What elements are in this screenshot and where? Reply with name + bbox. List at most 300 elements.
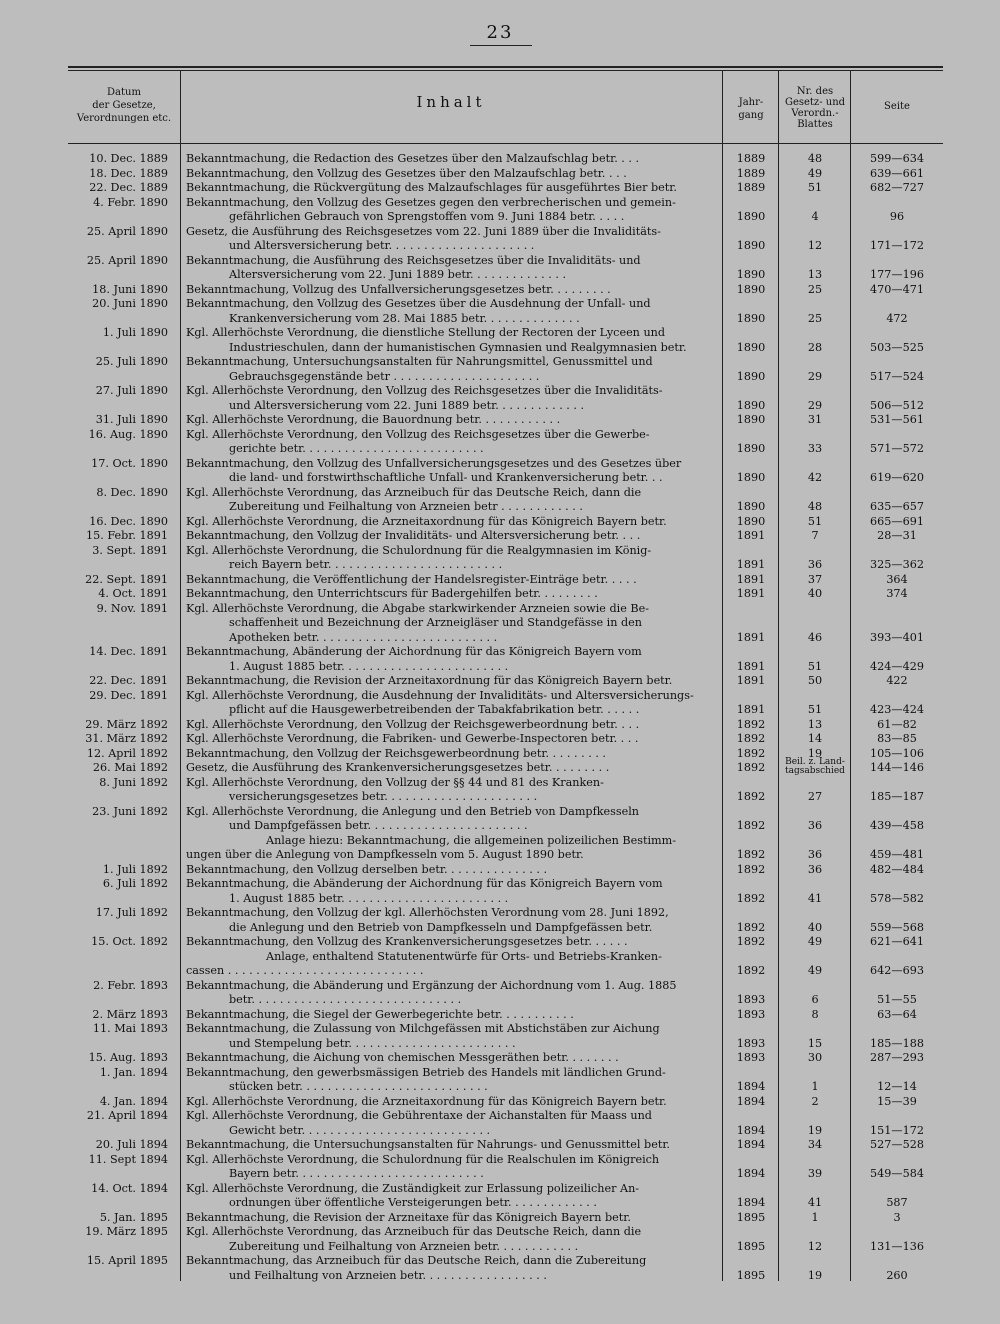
row-content — [186, 863, 716, 878]
row-content — [186, 1022, 716, 1051]
row-content-line: pflicht auf die Hausgewerbetreibenden der Tabakfabrikation betr. . . . . . — [229, 703, 640, 716]
row-content — [186, 906, 716, 935]
row-content-line: Kgl. Allerhöchste Verordnung, die Arzneitaxordnung für das Königreich Bayern betr. — [186, 514, 667, 528]
header-seite: Seite — [884, 101, 910, 112]
row-content — [186, 181, 716, 196]
row-content-line: die land- und forstwirthschaftliche Unfall- und Krankenversicherung betr. . . — [229, 471, 663, 484]
row-content — [186, 457, 716, 486]
row-blatt-nr: 13 — [807, 717, 823, 731]
row-content — [186, 413, 716, 428]
row-seite: 549—584 — [870, 1167, 924, 1180]
row-content-line: Kgl. Allerhöchste Verordnung, die Abgabe starkwirkender Arzneien sowie die Be- — [186, 601, 650, 615]
table-body — [0, 152, 1000, 1283]
row-date: 11. Sept 1894 — [88, 1152, 168, 1166]
row-content-line: Bekanntmachung, die Ausführung des Reichsgesetzes über die Invaliditäts- und — [186, 253, 641, 267]
row-content-line: Bekanntmachung, den Unterrichtscurs für Badergehilfen betr. . . . . . . . . — [186, 587, 598, 600]
row-content — [186, 1182, 716, 1211]
row-jahrgang: 1892 — [736, 848, 766, 861]
row-blatt-nr: 34 — [807, 1138, 823, 1151]
row-date: 16. Dec. 1890 — [89, 514, 168, 528]
row-jahrgang: 1891 — [736, 674, 766, 687]
row-seite: 639—661 — [870, 166, 924, 180]
table-row — [0, 573, 1000, 588]
row-content — [186, 297, 716, 326]
row-content-line: 1. August 1885 betr. . . . . . . . . . . . . . . . . . . . . . . . — [229, 891, 509, 905]
table-row — [0, 1138, 1000, 1153]
row-date: 5. Jan. 1895 — [99, 1210, 168, 1224]
row-content — [186, 529, 716, 544]
row-jahrgang: 1892 — [736, 964, 766, 977]
table-row — [0, 587, 1000, 602]
row-content-line: und Stempelung betr. . . . . . . . . . . . . . . . . . . . . . . . — [229, 1036, 516, 1050]
row-jahrgang: 1889 — [736, 181, 766, 194]
row-content-line: Kgl. Allerhöchste Verordnung, den Vollzug des Reichsgesetzes über die Gewerbe- — [186, 427, 650, 441]
row-seite: 144—146 — [870, 761, 924, 774]
row-content — [186, 152, 716, 167]
row-seite: 260 — [886, 1268, 908, 1282]
row-date: 10. Dec. 1889 — [89, 152, 168, 165]
row-blatt-nr: 2 — [811, 1094, 819, 1108]
row-content — [186, 283, 716, 298]
row-jahrgang: 1890 — [736, 442, 766, 455]
table-row — [0, 283, 1000, 298]
row-blatt-nr: 49 — [807, 166, 823, 180]
row-date: 31. Juli 1890 — [95, 413, 168, 426]
row-date: 31. März 1892 — [85, 732, 168, 745]
row-jahrgang: 1891 — [736, 659, 766, 673]
header-nr: Nr. des Gesetz- und Verordn.- Blattes — [784, 86, 846, 130]
row-content-line: Bekanntmachung, den Vollzug derselben betr. . . . . . . . . . . . . . . — [186, 862, 548, 876]
row-date: 29. März 1892 — [85, 717, 168, 731]
row-content-line: Bekanntmachung, den Vollzug der Invaliditäts- und Altersversicherung betr. . . . — [186, 529, 641, 542]
row-content — [186, 747, 716, 762]
row-seite: 642—693 — [870, 964, 924, 977]
row-content-line: betr. . . . . . . . . . . . . . . . . . . . . . . . . . . . . . — [229, 993, 462, 1006]
row-content-line: Bekanntmachung, die Aichung von chemischen Messgeräthen betr. . . . . . . . — [186, 1051, 619, 1064]
table-row — [0, 181, 1000, 196]
row-date: 9. Nov. 1891 — [96, 601, 168, 615]
row-content-line: Bekanntmachung, die Siegel der Gewerbegerichte betr. . . . . . . . . . . — [186, 1007, 574, 1021]
row-jahrgang: 1894 — [736, 1123, 766, 1137]
table-row — [0, 1182, 1000, 1211]
row-jahrgang: 1891 — [736, 572, 766, 586]
row-content-line: ungen über die Anlegung von Dampfkesseln vom 5. August 1890 betr. — [186, 848, 584, 861]
table-row — [0, 1153, 1000, 1182]
row-jahrgang: 1892 — [736, 920, 766, 934]
row-blatt-nr: 51 — [807, 181, 823, 194]
row-jahrgang: 1893 — [736, 993, 766, 1006]
table-row — [0, 254, 1000, 283]
row-content — [186, 1008, 716, 1023]
row-seite: 131—136 — [870, 1239, 924, 1253]
row-jahrgang: 1891 — [736, 558, 766, 571]
table-row — [0, 1022, 1000, 1051]
row-content-line: stücken betr. . . . . . . . . . . . . . . . . . . . . . . . . . . — [229, 1080, 488, 1093]
row-content — [186, 950, 716, 979]
row-date: 4. Jan. 1894 — [99, 1094, 168, 1108]
row-jahrgang: 1890 — [736, 239, 766, 252]
row-jahrgang: 1891 — [736, 630, 766, 644]
table-row — [0, 297, 1000, 326]
row-content-line: Bekanntmachung, die Revision der Arzneitaxe für das Königreich Bayern betr. — [186, 1210, 631, 1224]
row-content — [186, 761, 716, 776]
row-blatt-nr: 36 — [807, 848, 823, 861]
row-seite: 517—524 — [870, 369, 924, 383]
row-jahrgang: 1894 — [736, 1167, 766, 1180]
row-jahrgang: 1894 — [736, 1094, 766, 1108]
row-date: 1. Jan. 1894 — [99, 1065, 168, 1079]
row-blatt-nr: 29 — [807, 369, 823, 383]
row-jahrgang: 1895 — [736, 1239, 766, 1253]
row-content-line: Bekanntmachung, Vollzug des Unfallversicherungsgesetzes betr. . . . . . . . . — [186, 282, 611, 296]
row-seite: 506—512 — [870, 398, 924, 412]
row-blatt-nr: 40 — [807, 920, 823, 934]
row-blatt-nr: 8 — [811, 1007, 819, 1021]
row-content-line: Bekanntmachung, den Vollzug des Krankenversicherungsgesetzes betr. . . . . . — [186, 935, 628, 948]
row-content-line: ordnungen über öffentliche Versteigerungen betr. . . . . . . . . . . . . — [229, 1196, 597, 1209]
row-content — [186, 602, 716, 646]
row-content — [186, 515, 716, 530]
row-jahrgang: 1892 — [736, 819, 766, 832]
row-seite: 185—188 — [870, 1036, 924, 1050]
row-date: 14. Oct. 1894 — [91, 1181, 168, 1195]
row-content-line: Bekanntmachung, die Veröffentlichung der Handelsregister-Einträge betr. . . . . — [186, 572, 637, 586]
row-content-line: Bekanntmachung, die Untersuchungsanstalten für Nahrungs- und Genussmittel betr. — [186, 1138, 670, 1151]
row-date: 15. Aug. 1893 — [88, 1051, 168, 1064]
row-seite: 482—484 — [870, 862, 924, 876]
row-date: 4. Oct. 1891 — [98, 587, 168, 600]
row-seite: 424—429 — [870, 659, 924, 673]
row-seite: 571—572 — [870, 442, 924, 455]
row-content — [186, 935, 716, 950]
row-blatt-nr: Beil. z. Land- tagsabschied — [785, 756, 845, 776]
row-blatt-nr: 51 — [807, 703, 823, 716]
row-content-line: Bekanntmachung, die Abänderung und Ergänzung der Aichordnung vom 1. Aug. 1885 — [186, 978, 677, 992]
row-content — [186, 1254, 716, 1283]
row-content — [186, 979, 716, 1008]
row-date: 17. Juli 1892 — [95, 906, 168, 919]
row-content-line: Kgl. Allerhöchste Verordnung, die Schulordnung für die Realgymnasien im König- — [186, 543, 652, 557]
row-blatt-nr: 30 — [807, 1051, 823, 1064]
row-jahrgang: 1889 — [736, 166, 766, 180]
row-content-line: gerichte betr. . . . . . . . . . . . . . . . . . . . . . . . . . — [229, 442, 484, 455]
table-row — [0, 413, 1000, 428]
table-top-rule — [68, 66, 943, 68]
row-jahrgang: 1893 — [736, 1051, 766, 1064]
row-date: 11. Mai 1893 — [92, 1022, 168, 1035]
row-content — [186, 1138, 716, 1153]
row-content-line: und Altersversicherung betr. . . . . . . . . . . . . . . . . . . . . — [229, 239, 535, 252]
row-content — [186, 573, 716, 588]
row-jahrgang: 1891 — [736, 703, 766, 716]
table-row — [0, 428, 1000, 457]
row-date: 2. Febr. 1893 — [93, 978, 168, 992]
row-date: 20. Juli 1894 — [95, 1138, 168, 1151]
row-date: 4. Febr. 1890 — [93, 195, 168, 209]
row-jahrgang: 1889 — [736, 152, 766, 165]
row-blatt-nr: 40 — [807, 587, 823, 600]
row-date: 8. Juni 1892 — [99, 775, 168, 789]
row-seite: 422 — [886, 674, 908, 687]
table-header-rule — [68, 143, 943, 144]
row-blatt-nr: 49 — [807, 964, 823, 977]
row-jahrgang: 1892 — [736, 891, 766, 905]
row-seite: 470—471 — [870, 282, 924, 296]
table-row — [0, 1095, 1000, 1110]
row-blatt-nr: 51 — [807, 514, 823, 528]
row-seite: 51—55 — [877, 993, 917, 1006]
row-blatt-nr: 25 — [807, 282, 823, 296]
row-content-line: Gesetz, die Ausführung des Reichsgesetzes vom 22. Juni 1889 über die Invaliditäts- — [186, 224, 661, 238]
row-seite: 171—172 — [870, 239, 924, 252]
page-number: 23 — [486, 22, 514, 43]
row-content-line: Kgl. Allerhöchste Verordnung, die Gebührentaxe der Aichanstalten für Maass und — [186, 1109, 652, 1122]
row-content-line: Kgl. Allerhöchste Verordnung, die Ausdehnung der Invaliditäts- und Altersversicherungs- — [186, 688, 694, 702]
row-jahrgang: 1894 — [736, 1138, 766, 1151]
row-blatt-nr: 13 — [807, 268, 823, 281]
row-date: 20. Juni 1890 — [92, 297, 168, 310]
row-content-line: Gewicht betr. . . . . . . . . . . . . . . . . . . . . . . . . . . — [229, 1123, 491, 1137]
row-seite: 527—528 — [870, 1138, 924, 1151]
row-seite: 374 — [886, 587, 908, 600]
row-content-line: Bayern betr. . . . . . . . . . . . . . . . . . . . . . . . . . . — [229, 1167, 484, 1180]
row-seite: 439—458 — [870, 819, 924, 832]
row-content-line: Bekanntmachung, die Zulassung von Milchgefässen mit Abstichstäben zur Aichung — [186, 1022, 660, 1035]
row-jahrgang: 1890 — [736, 398, 766, 412]
row-blatt-nr: 19 — [807, 1268, 823, 1282]
row-seite: 619—620 — [870, 471, 924, 484]
row-jahrgang: 1891 — [736, 529, 766, 542]
row-date: 12. April 1892 — [86, 746, 168, 760]
row-content — [186, 674, 716, 689]
row-date: 3. Sept. 1891 — [92, 543, 168, 557]
row-content-line: Gesetz, die Ausführung des Krankenversicherungsgesetzes betr. . . . . . . . . — [186, 761, 610, 774]
table-row — [0, 529, 1000, 544]
row-blatt-nr: 48 — [807, 500, 823, 513]
row-content-line: Bekanntmachung, die Abänderung der Aichordnung für das Königreich Bayern vom — [186, 877, 663, 890]
page-number-rule — [470, 45, 532, 46]
row-content — [186, 718, 716, 733]
row-blatt-nr: 27 — [807, 790, 823, 803]
row-content — [186, 355, 716, 384]
row-jahrgang: 1895 — [736, 1268, 766, 1282]
row-seite: 559—568 — [870, 920, 924, 934]
row-jahrgang: 1890 — [736, 210, 766, 223]
row-seite: 682—727 — [870, 181, 924, 194]
table-row — [0, 718, 1000, 733]
row-date: 1. Juli 1890 — [102, 326, 168, 339]
row-content — [186, 1051, 716, 1066]
row-seite: 63—64 — [877, 1007, 917, 1021]
row-blatt-nr: 1 — [811, 1210, 819, 1224]
row-seite: 503—525 — [870, 340, 924, 354]
row-seite: 12—14 — [877, 1080, 917, 1093]
row-content-line: und Feilhaltung von Arzneien betr. . . . . . . . . . . . . . . . . . — [229, 1268, 547, 1282]
row-content — [186, 1225, 716, 1254]
row-seite: 472 — [886, 311, 908, 325]
row-content — [186, 587, 716, 602]
row-seite: 621—641 — [870, 935, 924, 948]
row-blatt-nr: 41 — [807, 1196, 823, 1209]
row-date: 25. April 1890 — [86, 253, 168, 267]
row-blatt-nr: 41 — [807, 891, 823, 905]
row-content — [186, 877, 716, 906]
row-content-line: Gebrauchsgegenstände betr . . . . . . . . . . . . . . . . . . . . . — [229, 369, 540, 383]
table-row — [0, 979, 1000, 1008]
table-row — [0, 906, 1000, 935]
row-content-line: Bekanntmachung, Untersuchungsanstalten für Nahrungsmittel, Genussmittel und — [186, 355, 653, 368]
row-jahrgang: 1890 — [736, 471, 766, 484]
table-row — [0, 1008, 1000, 1023]
row-blatt-nr: 33 — [807, 442, 823, 455]
row-seite: 96 — [889, 210, 905, 223]
row-content — [186, 486, 716, 515]
row-jahrgang: 1895 — [736, 1210, 766, 1224]
row-content-line: 1. August 1885 betr. . . . . . . . . . . . . . . . . . . . . . . . — [229, 659, 509, 673]
table-row — [0, 1254, 1000, 1283]
row-date: 8. Dec. 1890 — [96, 485, 168, 499]
table-row — [0, 225, 1000, 254]
row-jahrgang: 1891 — [736, 587, 766, 600]
table-row — [0, 950, 1000, 979]
row-date: 27. Juli 1890 — [95, 384, 168, 397]
table-row — [0, 486, 1000, 515]
row-jahrgang: 1890 — [736, 282, 766, 296]
row-content-line: Bekanntmachung, die Redaction des Gesetzes über den Malzaufschlag betr. . . . — [186, 152, 640, 165]
row-date: 25. Juli 1890 — [95, 355, 168, 368]
row-content-line: Anlage, enthaltend Statutenentwürfe für Orts- und Betriebs-Kranken- — [266, 949, 662, 963]
table-row — [0, 544, 1000, 573]
row-seite: 665—691 — [870, 514, 924, 528]
row-date: 1. Juli 1892 — [102, 862, 168, 876]
row-jahrgang: 1892 — [736, 761, 766, 774]
row-seite: 459—481 — [870, 848, 924, 861]
row-content-line: Kgl. Allerhöchste Verordnung, die Fabriken- und Gewerbe-Inspectoren betr. . . . — [186, 732, 639, 745]
row-jahrgang: 1890 — [736, 413, 766, 426]
table-row — [0, 196, 1000, 225]
row-date: 2. März 1893 — [92, 1007, 168, 1021]
row-content-line: Kgl. Allerhöchste Verordnung, das Arzneibuch für das Deutsche Reich, dann die — [186, 485, 642, 499]
row-seite: 325—362 — [870, 558, 924, 571]
row-content — [186, 1066, 716, 1095]
row-content-line: Krankenversicherung vom 28. Mai 1885 betr. . . . . . . . . . . . . . — [229, 311, 580, 325]
row-blatt-nr: 46 — [807, 630, 823, 644]
row-jahrgang: 1890 — [736, 514, 766, 528]
row-blatt-nr: 28 — [807, 340, 823, 354]
table-row — [0, 732, 1000, 747]
row-seite: 599—634 — [870, 152, 924, 165]
row-content-line: Industrieschulen, dann der humanistischen Gymnasien und Realgymnasien betr. — [229, 340, 687, 354]
table-row — [0, 674, 1000, 689]
row-content-line: versicherungsgesetzes betr. . . . . . . . . . . . . . . . . . . . . . — [229, 790, 538, 803]
table-row — [0, 747, 1000, 762]
row-content — [186, 689, 716, 718]
row-content-line: gefährlichen Gebrauch von Sprengstoffen vom 9. Juni 1884 betr. . . . . — [229, 210, 625, 223]
table-row — [0, 1051, 1000, 1066]
row-content — [186, 1109, 716, 1138]
row-content-line: Bekanntmachung, den Vollzug des Gesetzes über den Malzaufschlag betr. . . . — [186, 166, 627, 180]
header-inhalt: Inhalt — [416, 93, 486, 111]
row-jahrgang: 1892 — [736, 790, 766, 803]
row-content-line: Zubereitung und Feilhaltung von Arzneien betr . . . . . . . . . . . . — [229, 500, 583, 513]
row-blatt-nr: 1 — [811, 1080, 819, 1093]
row-content-line: Kgl. Allerhöchste Verordnung, die Schulordnung für die Realschulen im Königreich — [186, 1152, 660, 1166]
row-jahrgang: 1890 — [736, 500, 766, 513]
row-content-line: Bekanntmachung, den gewerbsmässigen Betrieb des Handels mit ländlichen Grund- — [186, 1065, 666, 1079]
row-jahrgang: 1892 — [736, 717, 766, 731]
row-blatt-nr: 19 — [807, 1123, 823, 1137]
row-blatt-nr: 49 — [807, 935, 823, 948]
row-blatt-nr: 14 — [807, 732, 823, 745]
row-seite: 28—31 — [877, 529, 917, 542]
table-row — [0, 776, 1000, 805]
row-blatt-nr: 37 — [807, 572, 823, 586]
row-content — [186, 254, 716, 283]
row-seite: 61—82 — [877, 717, 917, 731]
table-row — [0, 355, 1000, 384]
row-date: 29. Dec. 1891 — [89, 688, 168, 702]
row-content-line: Zubereitung und Feilhaltung von Arzneien betr. . . . . . . . . . . . — [229, 1239, 579, 1253]
row-blatt-nr: 7 — [811, 529, 819, 542]
row-jahrgang: 1892 — [736, 746, 766, 760]
table-row — [0, 756, 1000, 776]
table-row — [0, 1211, 1000, 1226]
row-blatt-nr: 29 — [807, 398, 823, 412]
row-jahrgang: 1890 — [736, 340, 766, 354]
table-row — [0, 645, 1000, 674]
row-content-line: Bekanntmachung, die Rückvergütung des Malzaufschlages für ausgeführtes Bier betr. — [186, 181, 677, 194]
table-row — [0, 1225, 1000, 1254]
row-seite: 393—401 — [870, 630, 924, 644]
row-content — [186, 732, 716, 747]
header-datum: Datum der Gesetze, Verordnungen etc. — [76, 87, 172, 124]
row-seite: 578—582 — [870, 891, 924, 905]
table-row — [0, 152, 1000, 167]
row-date: 22. Sept. 1891 — [85, 572, 168, 586]
row-blatt-nr: 48 — [807, 152, 823, 165]
table-top-rule-thin — [68, 70, 943, 71]
row-jahrgang: 1893 — [736, 1036, 766, 1050]
row-blatt-nr: 36 — [807, 819, 823, 832]
row-blatt-nr: 12 — [807, 239, 823, 252]
row-content-line: Kgl. Allerhöchste Verordnung, den Vollzug der §§ 44 und 81 des Kranken- — [186, 775, 604, 789]
row-jahrgang: 1890 — [736, 268, 766, 281]
row-content-line: und Altersversicherung vom 22. Juni 1889 betr. . . . . . . . . . . . . — [229, 398, 585, 412]
row-jahrgang: 1892 — [736, 732, 766, 745]
row-jahrgang: 1892 — [736, 935, 766, 948]
row-content-line: Bekanntmachung, das Arzneibuch für das Deutsche Reich, dann die Zubereitung — [186, 1254, 647, 1267]
row-content — [186, 196, 716, 225]
row-date: 19. März 1895 — [85, 1225, 168, 1238]
row-seite: 423—424 — [870, 703, 924, 716]
row-jahrgang: 1890 — [736, 311, 766, 325]
row-date: 15. Febr. 1891 — [86, 529, 168, 542]
table-row — [0, 834, 1000, 863]
row-seite: 15—39 — [877, 1094, 917, 1108]
row-content-line: Apotheken betr. . . . . . . . . . . . . . . . . . . . . . . . . . — [229, 630, 498, 644]
row-seite: 185—187 — [870, 790, 924, 803]
row-jahrgang: 1892 — [736, 862, 766, 876]
row-content-line: Bekanntmachung, den Vollzug des Unfallversicherungsgesetzes und des Gesetzes über — [186, 456, 682, 470]
row-seite: 587 — [886, 1196, 908, 1209]
table-row — [0, 805, 1000, 834]
table-row — [0, 167, 1000, 182]
row-content — [186, 1153, 716, 1182]
row-date: 26. Mai 1892 — [92, 761, 168, 774]
row-blatt-nr: 36 — [807, 862, 823, 876]
table-row — [0, 515, 1000, 530]
row-seite: 83—85 — [877, 732, 917, 745]
